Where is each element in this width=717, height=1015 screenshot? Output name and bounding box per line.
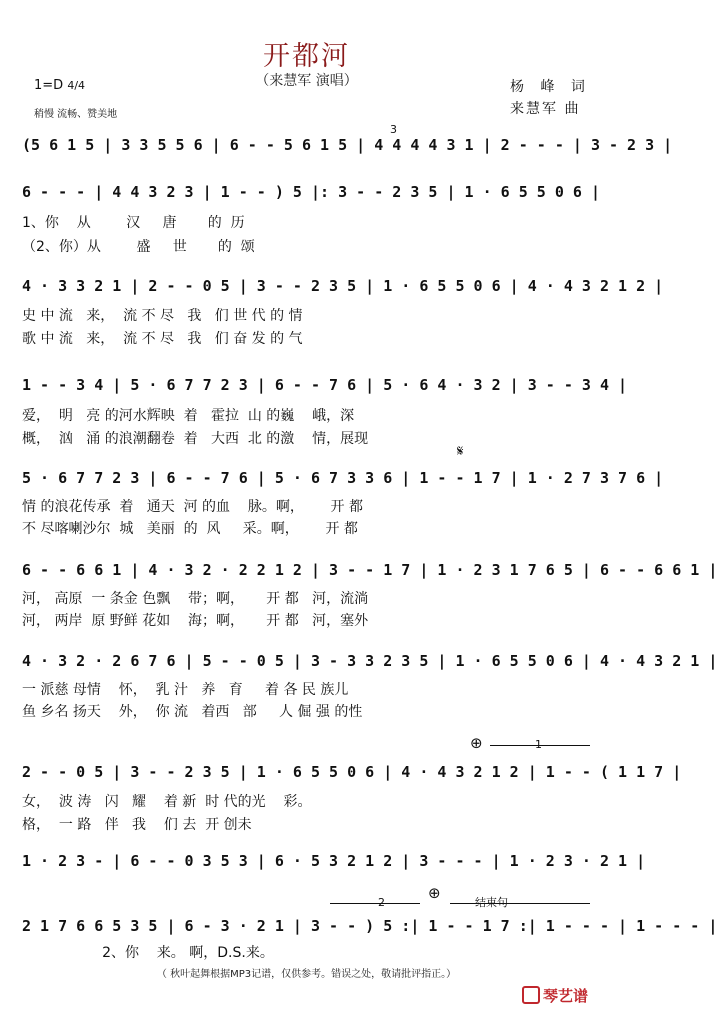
logo-icon — [522, 986, 540, 1004]
key-text: 1=D — [34, 78, 64, 93]
staff-line: 6 - - 6 6 1 | 4 · 3 2 · 2 2 1 2 | 3 - - 1 7 | 1 · 2 3 1 7 6 5 | 6 - - 6 6 1 | — [22, 561, 717, 579]
composer-credit: 来慧军 曲 — [510, 101, 581, 117]
tempo-marking: 稍慢 流畅、赞美地 — [34, 109, 118, 120]
segno-icon: 𝄋 — [457, 442, 464, 460]
staff-line: (5 6 1 5 | 3 3 5 5 6 | 6 - - 5 6 1 5 | 4 4 4 4 3 1 | 2 - - - | 3 - 2 3 | — [22, 136, 673, 154]
lyric-line: 概， 汹 涌 的浪潮翻卷 着 大西 北 的激 情，展现 — [22, 431, 369, 447]
lyric-line: 女， 波 涛 闪 耀 着 新 时 代的光 彩。 — [22, 794, 312, 810]
lyric-line: 1、你 从 汉 唐 的 历 — [22, 215, 245, 231]
staff-line: 2 - - 0 5 | 3 - - 2 3 5 | 1 · 6 5 5 0 6 | 4 · 4 3 2 1 2 | 1 - - ( 1 1 7 | — [22, 763, 682, 781]
lyric-line: 河， 两岸 原 野鲜 花如 海；啊， 开 都 河，塞外 — [22, 613, 369, 629]
lyric-line: 不 尽喀喇沙尔 城 美丽 的 风 采。啊， 开 都 — [22, 521, 358, 537]
volta-number: 1 — [535, 738, 542, 751]
lyricist-credit: 杨 峰 词 — [510, 79, 591, 95]
staff-line: 1 · 2 3 - | 6 - - 0 3 5 3 | 6 · 5 3 2 1 2 | 3 - - - | 1 · 2 3 · 2 1 | — [22, 852, 646, 870]
staff-line: 2 1 7 6 6 5 3 5 | 6 - 3 · 2 1 | 3 - - ) 5 :| 1 - - 1 7 :| 1 - - - | 1 - - - | — [22, 917, 717, 935]
staff-line: 5 · 6 7 7 2 3 | 6 - - 7 6 | 5 · 6 7 3 3 6 | 1 - - 1 7 | 1 · 2 7 3 7 6 | — [22, 469, 664, 487]
lyric-line: 2、你 来。 啊，D.S.来。 — [22, 945, 274, 961]
volta-bracket — [450, 903, 590, 904]
lyric-line: 鱼 乡名 扬天 外， 你 流 着西 部 人 倔 强 的性 — [22, 704, 363, 720]
lyric-line: 一 派慈 母情 怀， 乳 汁 养 育 着 各 民 族儿 — [22, 682, 349, 698]
site-logo — [522, 985, 588, 1006]
footer-note: （ 秋叶起舞根据MP3记谱，仅供参考。错误之处，敬请批评指正。） — [156, 969, 457, 980]
ending-label: 结束句 — [475, 896, 508, 909]
volta-number: 2 — [378, 896, 385, 909]
lyric-line: （2、你）从 盛 世 的 颂 — [22, 239, 255, 255]
staff-line: 1 - - 3 4 | 5 · 6 7 7 2 3 | 6 - - 7 6 | 5 · 6 4 · 3 2 | 3 - - 3 4 | — [22, 376, 628, 394]
lyric-line: 爱， 明 亮 的河水辉映 着 霍拉 山 的巍 峨，深 — [22, 408, 355, 424]
triplet-mark: 3 — [390, 123, 397, 136]
staff-line: 4 · 3 2 · 2 6 7 6 | 5 - - 0 5 | 3 - 3 3 2 3 5 | 1 · 6 5 5 0 6 | 4 · 4 3 2 1 | — [22, 652, 717, 670]
lyric-line: 歌 中 流 来， 流 不 尽 我 们 奋 发 的 气 — [22, 331, 303, 347]
time-signature: 4/4 — [67, 79, 86, 92]
song-title: 开都河 — [263, 41, 350, 72]
logo-text: 琴艺谱 — [543, 987, 589, 1005]
lyric-line: 史 中 流 来， 流 不 尽 我 们 世 代 的 情 — [22, 308, 303, 324]
coda-icon: ⊕ — [470, 734, 483, 752]
staff-line: 4 · 3 3 2 1 | 2 - - 0 5 | 3 - - 2 3 5 | 1 · 6 5 5 0 6 | 4 · 4 3 2 1 2 | — [22, 277, 664, 295]
key-signature — [34, 78, 85, 93]
volta-bracket — [330, 903, 420, 904]
lyric-line: 情 的浪花传承 着 通天 河 的血 脉。啊， 开 都 — [22, 499, 364, 515]
singer-credit: （来慧军 演唱） — [255, 73, 358, 89]
coda-icon: ⊕ — [428, 884, 441, 902]
lyric-line: 河， 高原 一 条金 色飘 带；啊， 开 都 河，流淌 — [22, 591, 369, 607]
staff-line: 6 - - - | 4 4 3 2 3 | 1 - - ) 5 |: 3 - - 2 3 5 | 1 · 6 5 5 0 6 | — [22, 183, 600, 201]
lyric-line: 格， 一 路 伴 我 们 去 开 创未 — [22, 817, 252, 833]
